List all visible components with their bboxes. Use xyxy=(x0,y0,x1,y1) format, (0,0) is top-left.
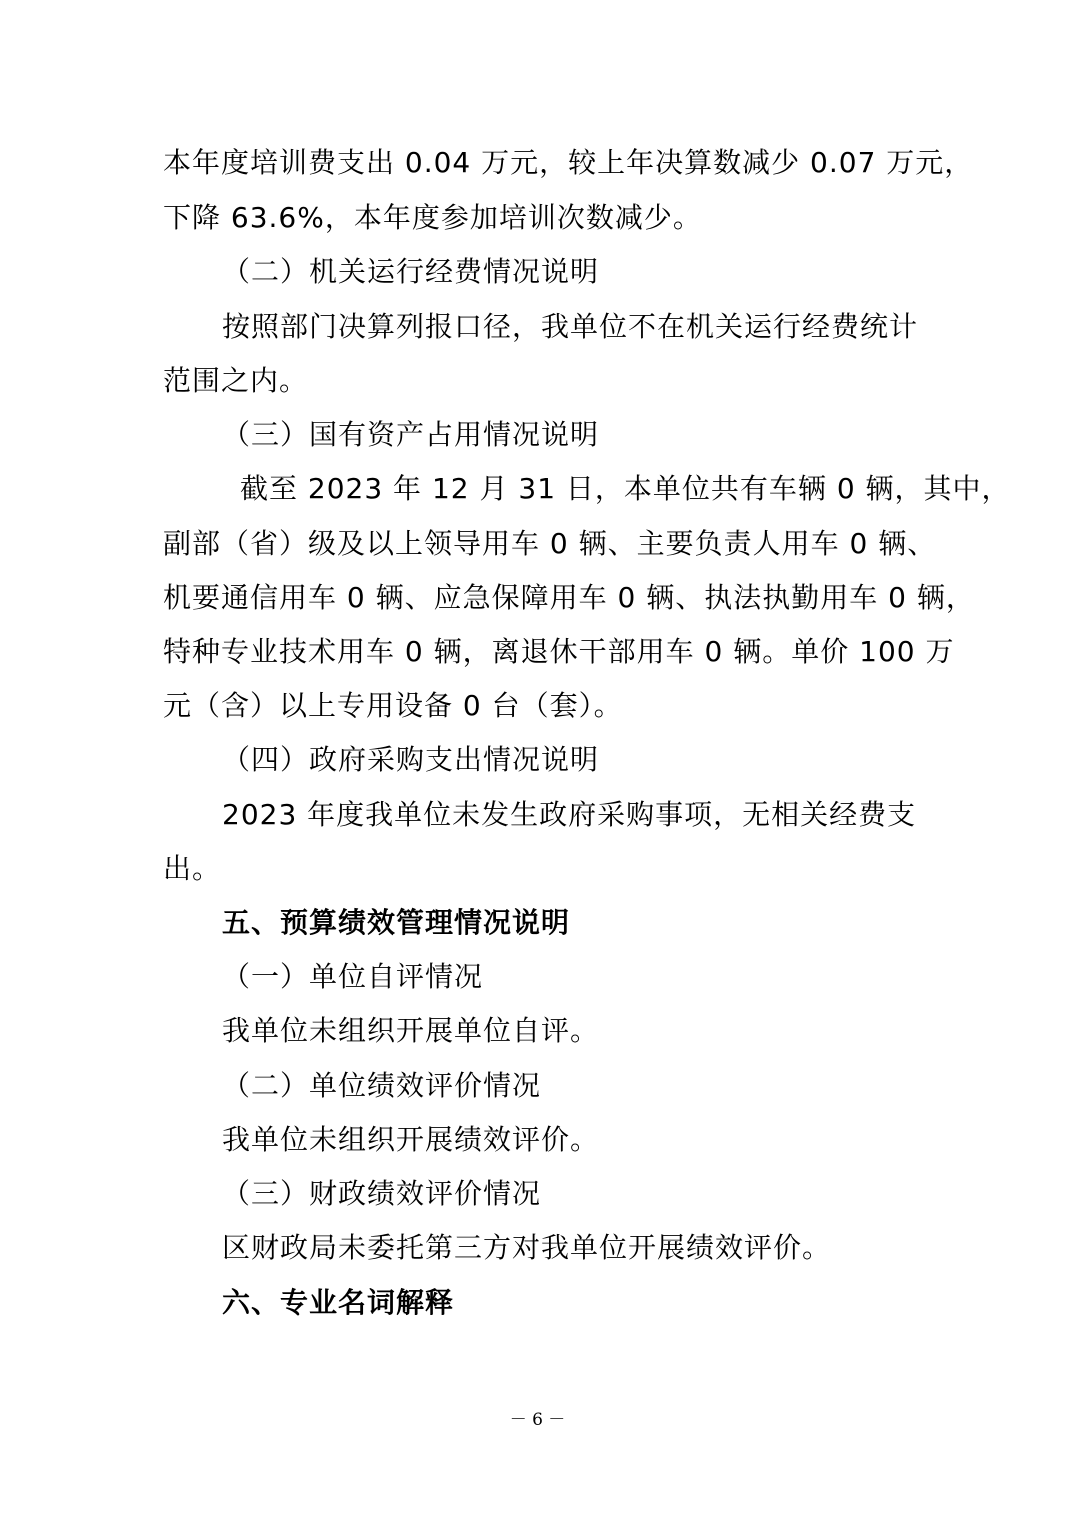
body-text-line: 特种专业技术用车 0 辆，离退休干部用车 0 辆。单价 100 万 xyxy=(163,635,955,668)
body-text-line: 我单位未组织开展单位自评。 xyxy=(222,1014,600,1047)
body-text-line: 机要通信用车 0 辆、应急保障用车 0 辆、执法执勤用车 0 辆， xyxy=(163,581,975,614)
chapter-heading: 六、专业名词解释 xyxy=(222,1286,455,1319)
body-text-line: 下降 63.6%，本年度参加培训次数减少。 xyxy=(163,201,702,234)
page-number: － 6 － xyxy=(509,1410,566,1430)
section-heading: （二）机关运行经费情况说明 xyxy=(222,255,600,288)
body-text-line: 本年度培训费支出 0.04 万元，较上年决算数减少 0.07 万元， xyxy=(163,146,974,179)
body-text-line: 我单位未组织开展绩效评价。 xyxy=(222,1123,600,1156)
body-text-line: 出。 xyxy=(163,852,222,885)
body-text-line: 截至 2023 年 12 月 31 日，本单位共有车辆 0 辆，其中， xyxy=(240,472,1011,505)
body-text-line: 元（含）以上专用设备 0 台（套）。 xyxy=(163,689,623,722)
body-text-line: 2023 年度我单位未发生政府采购事项，无相关经费支 xyxy=(222,798,917,831)
section-heading: （二）单位绩效评价情况 xyxy=(222,1069,542,1102)
body-text-line: 区财政局未委托第三方对我单位开展绩效评价。 xyxy=(222,1231,832,1264)
section-heading: （一）单位自评情况 xyxy=(222,960,484,993)
body-text-line: 按照部门决算列报口径，我单位不在机关运行经费统计 xyxy=(222,310,919,343)
body-text-line: 副部（省）级及以上领导用车 0 辆、主要负责人用车 0 辆、 xyxy=(163,527,937,560)
section-heading: （三）国有资产占用情况说明 xyxy=(222,418,600,451)
section-heading: （四）政府采购支出情况说明 xyxy=(222,743,600,776)
body-text-line: 范围之内。 xyxy=(163,364,309,397)
chapter-heading: 五、预算绩效管理情况说明 xyxy=(222,906,571,939)
section-heading: （三）财政绩效评价情况 xyxy=(222,1177,542,1210)
